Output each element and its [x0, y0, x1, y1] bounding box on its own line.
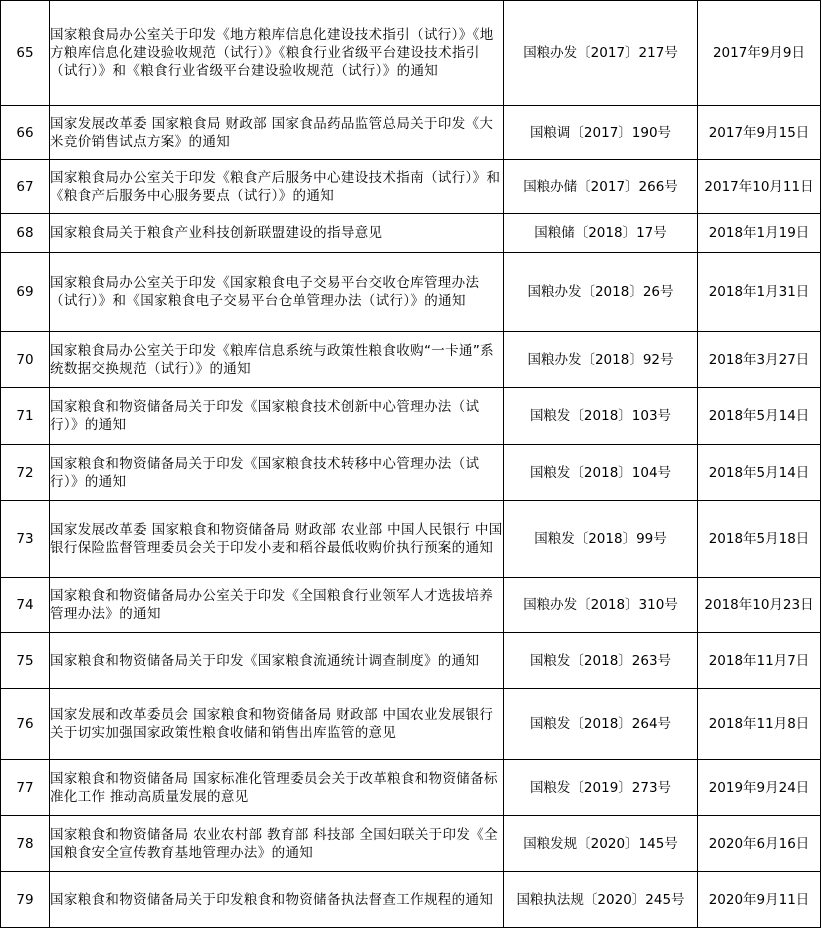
issue-date: 2017年9月15日 — [698, 106, 821, 160]
issue-date: 2018年5月14日 — [698, 445, 821, 501]
row-number: 76 — [1, 689, 50, 760]
document-title: 国家粮食局办公室关于印发《国家粮食电子交易平台交收仓库管理办法（试行）》和《国家粮食电子交易平台仓单管理办法（试行）》的通知 — [50, 253, 504, 332]
document-title: 国家粮食和物资储备局办公室关于印发《全国粮食行业领军人才选拔培养管理办法》的通知 — [50, 578, 504, 633]
issue-date: 2018年1月19日 — [698, 214, 821, 253]
table-row — [1, 253, 821, 332]
document-number: 国粮办发〔2018〕26号 — [504, 253, 698, 332]
document-title: 国家粮食局办公室关于印发《地方粮库信息化建设技术指引（试行）》《地方粮库信息化建设验收规范（试行）》《粮食行业省级平台建设技术指引（试行）》和《粮食行业省级平台建设验收规范（试行）》的通知 — [50, 1, 504, 106]
issue-date: 2018年11月8日 — [698, 689, 821, 760]
table-row — [1, 106, 821, 160]
table-row — [1, 578, 821, 633]
table-row — [1, 633, 821, 689]
row-number: 75 — [1, 633, 50, 689]
row-number: 67 — [1, 160, 50, 214]
document-number: 国粮办发〔2017〕217号 — [504, 1, 698, 106]
table-row — [1, 1, 821, 106]
document-title: 国家发展改革委 国家粮食局 财政部 国家食品药品监管总局关于印发《大米竞价销售试点方案》的通知 — [50, 106, 504, 160]
document-number: 国粮发规〔2020〕145号 — [504, 816, 698, 872]
issue-date: 2018年5月14日 — [698, 388, 821, 445]
document-title: 国家粮食局关于粮食产业科技创新联盟建设的指导意见 — [50, 214, 504, 253]
row-number: 72 — [1, 445, 50, 501]
document-title: 国家发展和改革委员会 国家粮食和物资储备局 财政部 中国农业发展银行关于切实加强国家政策性粮食收储和销售出库监管的意见 — [50, 689, 504, 760]
document-number: 国粮调〔2017〕190号 — [504, 106, 698, 160]
document-title: 国家发展改革委 国家粮食和物资储备局 财政部 农业部 中国人民银行 中国银行保险监督管理委员会关于印发小麦和稻谷最低收购价执行预案的通知 — [50, 501, 504, 578]
document-title: 国家粮食和物资储备局关于印发《国家粮食流通统计调查制度》的通知 — [50, 633, 504, 689]
issue-date: 2017年9月9日 — [698, 1, 821, 106]
document-title: 国家粮食和物资储备局 国家标准化管理委员会关于改革粮食和物资储备标准化工作 推动高质量发展的意见 — [50, 760, 504, 816]
table-row — [1, 214, 821, 253]
table-row — [1, 689, 821, 760]
document-number: 国粮发〔2018〕264号 — [504, 689, 698, 760]
document-number: 国粮发〔2018〕263号 — [504, 633, 698, 689]
row-number: 77 — [1, 760, 50, 816]
issue-date: 2019年9月24日 — [698, 760, 821, 816]
document-number: 国粮发〔2019〕273号 — [504, 760, 698, 816]
document-title: 国家粮食和物资储备局关于印发《国家粮食技术转移中心管理办法（试行）》的通知 — [50, 445, 504, 501]
document-number: 国粮发〔2018〕99号 — [504, 501, 698, 578]
row-number: 71 — [1, 388, 50, 445]
document-title: 国家粮食和物资储备局关于印发《国家粮食技术创新中心管理办法（试行）》的通知 — [50, 388, 504, 445]
issue-date: 2017年10月11日 — [698, 160, 821, 214]
document-number: 国粮执法规〔2020〕245号 — [504, 872, 698, 928]
table-body — [1, 1, 821, 928]
table-row — [1, 501, 821, 578]
issue-date: 2018年11月7日 — [698, 633, 821, 689]
table-row — [1, 872, 821, 928]
document-title: 国家粮食和物资储备局关于印发粮食和物资储备执法督查工作规程的通知 — [50, 872, 504, 928]
document-number: 国粮发〔2018〕104号 — [504, 445, 698, 501]
document-title: 国家粮食局办公室关于印发《粮食产后服务中心建设技术指南（试行）》和《粮食产后服务中心服务要点（试行）》的通知 — [50, 160, 504, 214]
row-number: 69 — [1, 253, 50, 332]
row-number: 70 — [1, 332, 50, 388]
issue-date: 2020年6月16日 — [698, 816, 821, 872]
issue-date: 2018年5月18日 — [698, 501, 821, 578]
table-row — [1, 816, 821, 872]
document-number: 国粮办发〔2018〕92号 — [504, 332, 698, 388]
issue-date: 2018年1月31日 — [698, 253, 821, 332]
document-title: 国家粮食局办公室关于印发《粮库信息系统与政策性粮食收购“一卡通”系统数据交换规范（试行）》的通知 — [50, 332, 504, 388]
table-row — [1, 445, 821, 501]
row-number: 74 — [1, 578, 50, 633]
document-number: 国粮发〔2018〕103号 — [504, 388, 698, 445]
document-number: 国粮办储〔2017〕266号 — [504, 160, 698, 214]
row-number: 65 — [1, 1, 50, 106]
row-number: 66 — [1, 106, 50, 160]
table-row — [1, 760, 821, 816]
table-row — [1, 388, 821, 445]
document-title: 国家粮食和物资储备局 农业农村部 教育部 科技部 全国妇联关于印发《全国粮食安全宣传教育基地管理办法》的通知 — [50, 816, 504, 872]
row-number: 73 — [1, 501, 50, 578]
table-row — [1, 332, 821, 388]
issue-date: 2018年10月23日 — [698, 578, 821, 633]
row-number: 79 — [1, 872, 50, 928]
issue-date: 2018年3月27日 — [698, 332, 821, 388]
document-number: 国粮储〔2018〕17号 — [504, 214, 698, 253]
row-number: 68 — [1, 214, 50, 253]
issue-date: 2020年9月11日 — [698, 872, 821, 928]
table-row — [1, 160, 821, 214]
document-number: 国粮办发〔2018〕310号 — [504, 578, 698, 633]
row-number: 78 — [1, 816, 50, 872]
